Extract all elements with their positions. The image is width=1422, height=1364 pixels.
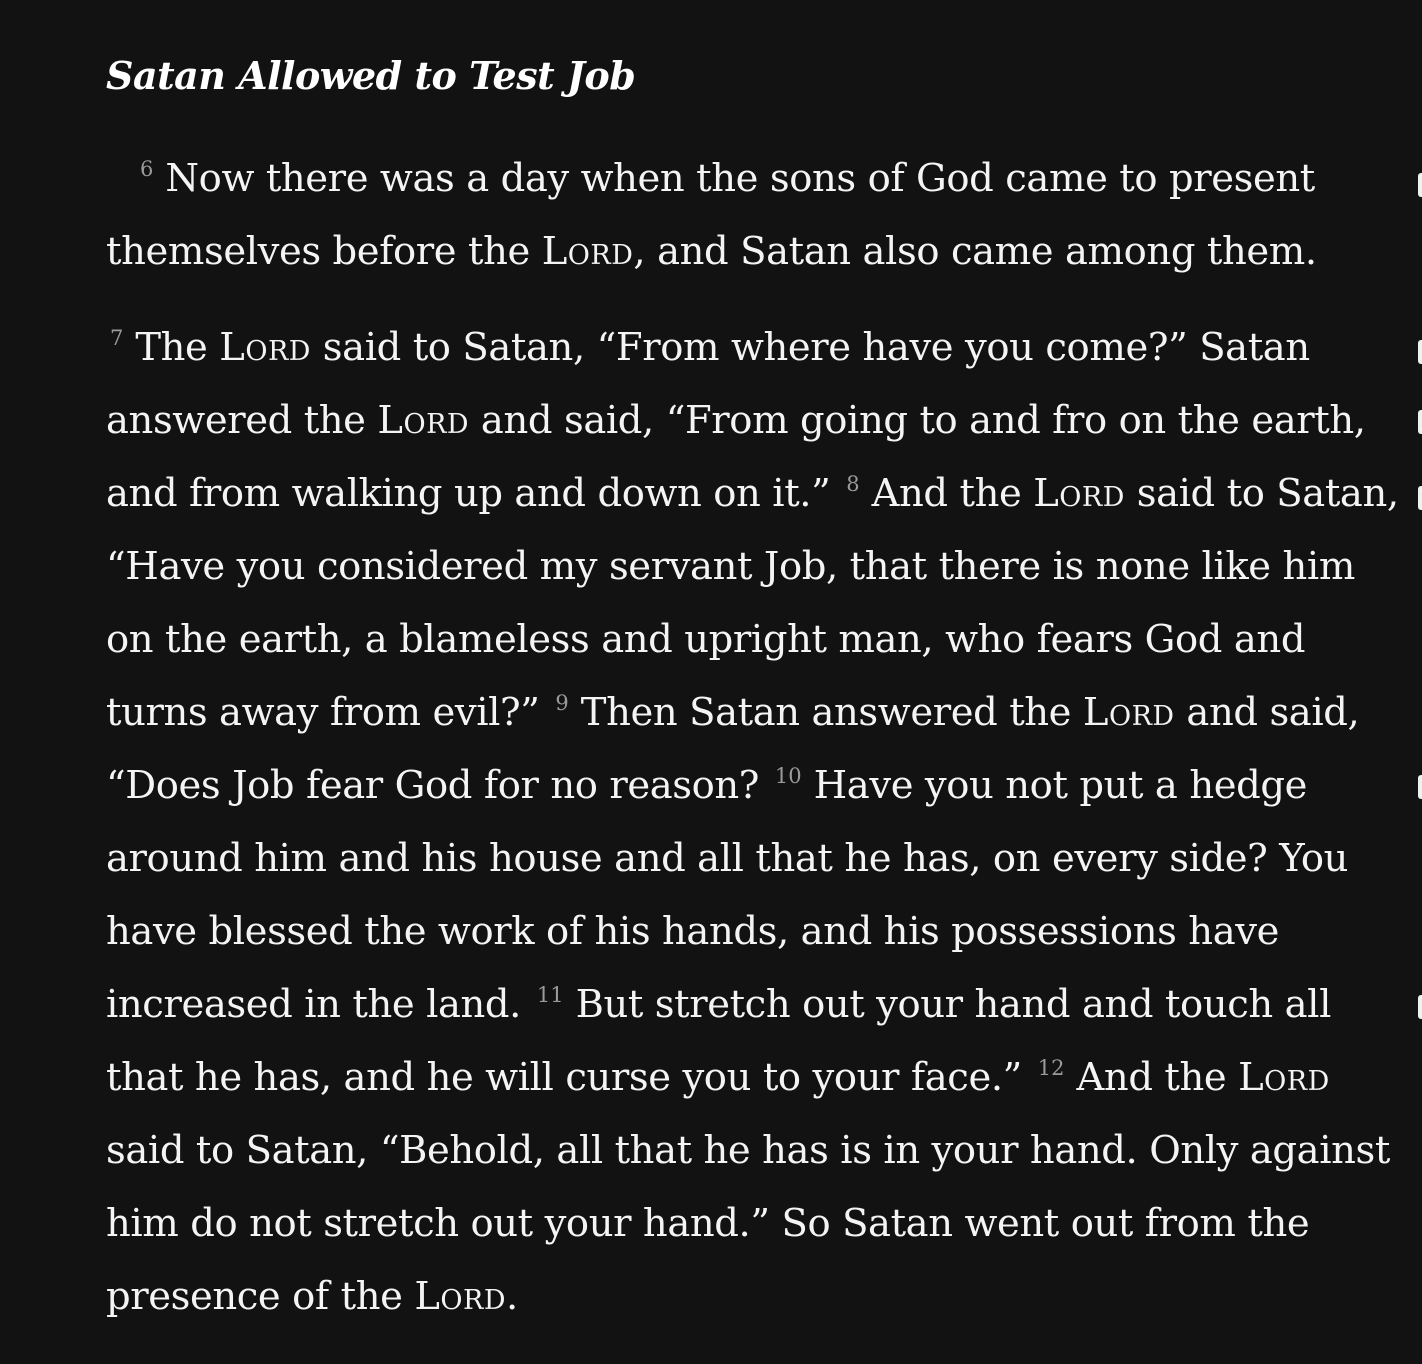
verse-text: . <box>506 1274 518 1319</box>
passage-paragraph <box>106 142 1402 288</box>
verse-text: said to Satan, “Behold, all that he has is in your hand. Only against him do not stretch out your hand.” So Satan went out from the presence of the <box>106 1128 1390 1319</box>
verse-text: The <box>135 325 220 370</box>
verse-text: Then Satan answered the <box>580 690 1083 735</box>
verse-text: and said, “From going to and fro on the earth, and from walking up and down on it.” <box>106 398 1366 516</box>
verse-number: 8 <box>846 472 860 496</box>
verse-text: , and Satan also came among them. <box>633 229 1317 274</box>
verse-text: Have you not put a hedge around him and his house and all that he has, on every side? You have blessed the work of his hands, and his possessions have increased in the land. <box>106 763 1349 1027</box>
divine-name: Lord <box>1033 471 1125 516</box>
verse-number: 10 <box>774 764 802 788</box>
divine-name: Lord <box>541 229 634 274</box>
edge-marker <box>1418 486 1422 510</box>
verse-number: 7 <box>110 326 124 350</box>
verse-number: 9 <box>555 691 569 715</box>
divine-name: Lord <box>1082 690 1175 735</box>
verse-number: 11 <box>536 983 564 1007</box>
divine-name: Lord <box>414 1274 506 1319</box>
edge-marker <box>1418 995 1422 1019</box>
passage-reader <box>106 46 1402 1333</box>
passage-paragraph <box>106 311 1402 1333</box>
verse-text: And the <box>1076 1055 1239 1100</box>
verse-text: And the <box>871 471 1034 516</box>
verse-text: said to Satan, “Have you considered my servant Job, that there is none like him on the earth, a blameless and upright man, who fears God and turns away from evil?” <box>106 471 1399 735</box>
edge-marker <box>1418 340 1422 364</box>
divine-name: Lord <box>377 398 470 443</box>
divine-name: Lord <box>219 325 311 370</box>
verse-text: Now there was a day when the sons of God came to present themselves before the <box>106 156 1315 274</box>
verse-text: But stretch out your hand and touch all that he has, and he will curse you to your face.” <box>106 982 1332 1100</box>
edge-marker <box>1418 173 1422 197</box>
verse-text: and said, “Does Job fear God for no reason? <box>106 690 1360 808</box>
right-edge-markers <box>1417 0 1422 1364</box>
divine-name: Lord <box>1238 1055 1330 1100</box>
section-heading: Satan Allowed to Test Job <box>106 53 636 98</box>
edge-marker <box>1418 410 1422 434</box>
verse-number: 12 <box>1037 1056 1065 1080</box>
verse-text: said to Satan, “From where have you come?” Satan answered the <box>106 325 1310 443</box>
edge-marker <box>1418 775 1422 799</box>
passage-body <box>106 142 1402 1333</box>
verse-number: 6 <box>140 157 154 181</box>
